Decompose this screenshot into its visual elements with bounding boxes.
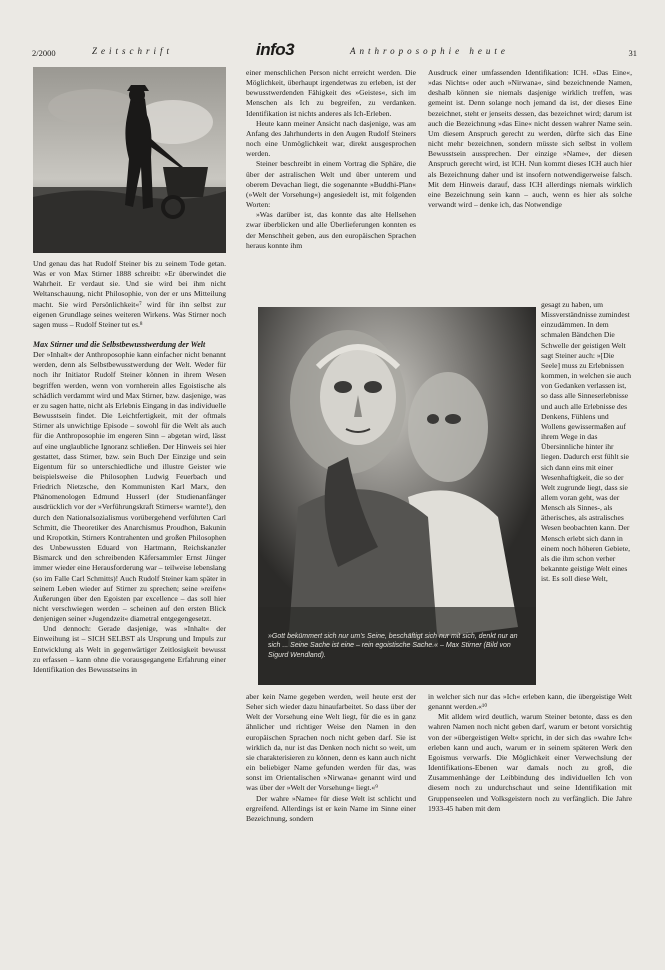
paragraph: Und dennoch: Gerade dasjenige, was »Inhalt« der Einweihung ist – SICH SELBST als Ursprung und Impuls zur Entwicklung als Welt in gegenwärtiger Zeitlosigkeit bewusst zu erfassen – kann ohne die vorausgegangene Erfahrung einer Identifikation des Bewusstseins in (33, 624, 226, 674)
column-3-bottom (428, 692, 632, 950)
issue-number: 2/2000 (32, 48, 56, 58)
column-3-top (428, 68, 632, 298)
paragraph: Ausdruck einer umfassenden Identifikation: ICH. »Das Eine«, »das Nichts« oder auch »Nirwana«, sind bezeichnende Namen, deshalb können sie niemals dasjenige wirklich treffen, was gemeint ist. Denn solange noch jemand da ist, der dieses Eine bezeichnet, steht er jenseits dessen, das bezeichnet wird; darum ist auch die Bezeichnung »das Eine« nicht dessen wahrer Name sein. Um diesem Anspruch gerecht zu werden, dürfte sich das Eine nicht mehr bezeichnen, sondern müsste sich selbst in vollem Bewusstsein aussprechen. Der einzige »Name«, der diesen Anspruch gerecht wird, ist ICH. Nun kommt dieses ICH auch hier als Bezeichnung daher und ist insofern notwendigerweise falsch. Mit dem Hinweis darauf, dass ICH allerdings niemals wirklich eine Bezeichnung sein kann – auch, wenn es hier als solche verwandt wird – denke ich, das Notwendige (428, 68, 632, 210)
column-2-bottom (246, 692, 416, 950)
paragraph: Der »Inhalt« der Anthroposophie kann einfacher nicht benannt werden, denn als Selbstbewusstwerdung der Welt. Weder für noch ihr Initiator Rudolf Steiner können in ihrem Wesen begriffen werden, wenn von vornherein alles Egoistische als schädlich verdammt wird und Max Stirner, bzw. dasjenige, was er zu sagen hatte, nicht als Erlebnis Eingang in das individuelle Bewusstsein findet. Die Leichtfertigkeit, mit der oftmals Stirner als unwichtige Episode – sowohl für die Welt als auch für die Anthroposophie im engeren Sinn – abgetan wird, lässt auf eine unglaubliche Ignoranz schließen. Der Hinweis sei hier gestattet, dass Stirner, bzw. sein Buch Der Einzige und sein Eigentum für so unterschiedliche und illustre Geister wie beispielsweise die Philosophen Ludwig Feuerbach und Friedrich Nietzsche, den Kommunisten Karl Marx, den Phänomenologen Edmund Husserl (der Studienanfänger ausdrücklich vor der »Verführungskraft Stirners« warnte!), den durch den Nationalsozialismus vorübergehend verführten Carl Schmitt, die Theoretiker des Anarchismus Proudhon, Bakunin und Kropotkin, Stirners Kontrahenten und großen Philosophen des Unbewussten Eduard von Hartmann, Reichskanzler Bismarck und den schreibenden Käfersammler Ernst Jünger immer wieder eine Herausforderung war – teilweise lebenslang (so im Falle Carl Schmitts)! Auch Rudolf Steiner kam später in seinem Leben wieder auf Stirner zu sprechen; seine »reifen« Äußerungen über den Egoisten par excellence – das soll hier nicht verschwiegen werden – scheinen auf den ersten Blick denjenigen seiner »Jugendzeit« diametral entgegengesetzt. (33, 350, 226, 624)
magazine-label-right: Anthroposophie heute (350, 46, 509, 56)
magazine-label-left: Zeitschrift (92, 46, 174, 56)
paragraph: Und genau das hat Rudolf Steiner bis zu seinem Tode getan. Was er von Max Stirner 1888 schreibt: »Er überwindet die Wahrheit. Er verdaut sie. Und sie wird bei ihm nicht Weltanschauung, nicht Philosophie, von der er uns Mitteilung macht. Sie wird Persönlichkeit«⁷ wird für ihn selbst zur eigenen Grundlage seines weiteren Wirkens. Was Stirner noch sagen muss – Rudolf Steiner tut es.⁸ (33, 259, 226, 329)
photo-gardener (33, 67, 226, 253)
paragraph: Steiner beschreibt in einem Vortrag die Sphäre, die über der astralischen Welt und über unterem und oberem Devachan liegt, die sogenannte »Buddhi-Plan« (»Welt der Vorsehung«) angesiedelt ist, mit folgenden Worten: (246, 159, 416, 210)
paragraph: aber kein Name gegeben werden, weil heute erst der Seher sich wieder dazu hinaufarbeitet. So dass über der Welt der Vorsehung eine Welt liegt, für die es in ganz ähnlicher und richtiger Weise den Namen in den europäischen Sprachen noch nicht geben darf. Sie ist wirklich da, nur ist das Denken noch nicht so weit, um sie charakterisieren zu können, denn es kann auch nicht ein beliebiger Name gefunden werden für das, was sonst im Orientalischen »Nirwana« genannt wird und was über der »Welt der Vorsehung« liegt.«⁹ (246, 692, 416, 793)
column-2-top (246, 68, 416, 304)
paragraph: Mit alldem wird deutlich, warum Steiner betonte, dass es den wahren Namen noch nicht geben darf, warum er betont vorsichtig von der »übergeistigen Welt« spricht, in der sich das »wahre Ich« erleben kann und auch, warum er in seinem späteren Werk den Egoismus verwarfs. Die Möglichkeit einer Verwechslung der Identifikations-Ebenen war damals noch zu groß, die Zusammenhänge der Leibbindung des individuellen Ich von diesem noch zu undurchschaut und seine Identifikation mit Gruppenseelen und Volksgeistern noch zu verfänglich. Die Jahre 1933-45 haben mit dem (428, 712, 632, 813)
column-1 (33, 259, 226, 949)
paragraph: Der wahre »Name« für diese Welt ist schlicht und ergreifend. Allerdings ist er kein Name im Sinne einer Bezeichnung, sondern (246, 793, 416, 823)
magazine-logo: info3 (256, 40, 295, 59)
running-header (32, 40, 637, 62)
photo-caption: »Gott bekümmert sich nur um's Seine, beschäftigt sich nur mit sich, denkt nur an sich ... Seine Sache ist eine – rein egoistische Sache.« – Max Stirner (Bild von Sigurd Wendland). (268, 633, 518, 659)
photo-max-stirner (258, 307, 536, 685)
section-heading: Max Stirner und die Selbstbewusstwerdung der Welt (33, 340, 206, 350)
paragraph: Heute kann meiner Ansicht nach dasjenige, was am Anfang des Jahrhunderts in den Augen Rudolf Steiners noch eine Unmöglichkeit war, direkt ausgesprochen werden. (246, 118, 416, 159)
paragraph: einer menschlichen Person nicht erreicht werden. Die Möglichkeit, überhaupt irgendetwas zu erleben, ist der bewusstwerdenden Fähigkeit des »Geistes«, sich im Menschen als Ich zu begreifen, zu verdanken. Identifikation ist nichts anderes als Ich-Erleben. (246, 68, 416, 118)
paragraph: in welcher sich nur das »Ich« erleben kann, die übergeistige Welt genannt werden.«¹⁰ (428, 692, 632, 712)
paragraph: gesagt zu haben, um Missverständnisse zumindest einzudämmen. In dem schmalen Bändchen Die Schwelle der geistigen Welt sagt Steiner auch: »[Die Seele] muss zu Erlebnissen kommen, in welchen sie auch von Gedanken verlassen ist, so dass alle Sinneserlebnisse und auch alle Erlebnisse des Denkens, Fühlens und Wollens gewissermaßen auf ihrem Wege in das Übersinnliche hinter ihr liegen. Dadurch erst fühlt sie sich dann eins mit einer Wesenhaftigkeit, die so der Welt zugrunde liegt, dass sie allem voran geht, was der Mensch als Sinnes-, als ätherisches, als astralisches Wesen beobachten kann. Der Mensch erlebt sich dann in einem noch höheren Gebiete, als die ihm schon verher bekannte geistige Welt eines ist. Es soll diese Welt, (541, 300, 632, 584)
paragraph: »Was darüber ist, das konnte das alte Hellsehen zwar überblicken und alle Überlieferungen konnten es der Menschheit geben, aus den europäischen Sprachen heraus konnte ihm (246, 210, 416, 250)
page-number: 31 (628, 48, 637, 58)
column-3-side (541, 300, 632, 688)
